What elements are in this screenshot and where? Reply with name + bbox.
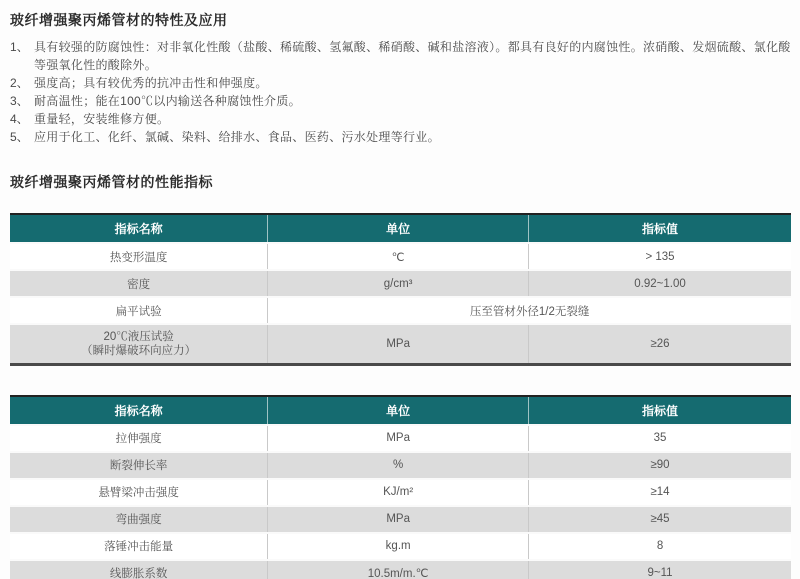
list-item-number: 2、 <box>10 76 29 90</box>
table-row <box>10 506 791 533</box>
indicator-name-cell: 密度 <box>10 270 268 297</box>
feature-list <box>10 38 791 146</box>
column-header-unit: 单位 <box>268 214 529 243</box>
list-item-text: 重量轻，安装维修方便。 <box>34 112 170 126</box>
value-cell: 35 <box>529 425 791 452</box>
value-cell: 9~11 <box>529 560 791 579</box>
unit-cell: kg.m <box>268 533 529 560</box>
list-item <box>10 38 791 74</box>
value-cell: 0.92~1.00 <box>529 270 791 297</box>
value-cell: ≥14 <box>529 479 791 506</box>
indicator-name-line1: 20℃液压试验 <box>103 330 174 343</box>
indicator-name-cell: 线膨胀系数 <box>10 560 268 579</box>
list-item-number: 5、 <box>10 130 29 144</box>
indicator-name-cell <box>10 324 268 364</box>
list-item-number: 4、 <box>10 112 29 126</box>
value-cell: > 135 <box>529 243 791 270</box>
unit-cell: g/cm³ <box>268 270 529 297</box>
table-row <box>10 452 791 479</box>
section1-title: 玻纤增强聚丙烯管材的特性及应用 <box>10 12 228 28</box>
performance-table-1 <box>10 213 791 366</box>
table-header-row <box>10 396 791 425</box>
unit-cell: MPa <box>268 324 529 364</box>
table-row <box>10 324 791 364</box>
list-item <box>10 128 791 146</box>
column-header-indicator-name: 指标名称 <box>10 214 268 243</box>
list-item-text: 耐高温性；能在100℃以内输送各种腐蚀性介质。 <box>34 94 301 108</box>
indicator-name-cell: 扁平试验 <box>10 297 268 324</box>
unit-cell: MPa <box>268 425 529 452</box>
unit-cell: 10.5m/m.℃ <box>268 560 529 579</box>
column-header-indicator-name: 指标名称 <box>10 396 268 425</box>
value-cell: ≥45 <box>529 506 791 533</box>
table-row <box>10 243 791 270</box>
list-item <box>10 74 791 92</box>
indicator-name-cell: 拉伸强度 <box>10 425 268 452</box>
column-header-indicator-value: 指标值 <box>529 214 791 243</box>
performance-table-2 <box>10 395 791 579</box>
unit-cell: KJ/m² <box>268 479 529 506</box>
table-row <box>10 270 791 297</box>
column-header-indicator-value: 指标值 <box>529 396 791 425</box>
list-item-number: 1、 <box>10 40 29 54</box>
value-cell: ≥90 <box>529 452 791 479</box>
indicator-name-line2: （瞬时爆破环向应力） <box>81 344 197 357</box>
indicator-name-cell: 热变形温度 <box>10 243 268 270</box>
list-item-text: 应用于化工、化纤、氯碱、染料、给排水、食品、医药、污水处理等行业。 <box>34 130 440 144</box>
section2-title: 玻纤增强聚丙烯管材的性能指标 <box>10 174 213 190</box>
table-row <box>10 425 791 452</box>
indicator-name-cell: 弯曲强度 <box>10 506 268 533</box>
table-row <box>10 297 791 324</box>
indicator-name-cell: 落锤冲击能量 <box>10 533 268 560</box>
list-item-text: 具有较强的防腐蚀性：对非氧化性酸（盐酸、稀硫酸、氢氟酸、稀硝酸、碱和盐溶液）。都具有良好的内腐蚀性。浓硝酸、发烟硫酸、氯化酸等强氧化性的酸除外。 <box>34 40 791 72</box>
unit-cell: MPa <box>268 506 529 533</box>
table-row <box>10 533 791 560</box>
indicator-name-cell: 悬臂梁冲击强度 <box>10 479 268 506</box>
table-header-row <box>10 214 791 243</box>
list-item-number: 3、 <box>10 94 29 108</box>
value-cell: 8 <box>529 533 791 560</box>
list-item <box>10 110 791 128</box>
column-header-unit: 单位 <box>268 396 529 425</box>
table-row <box>10 479 791 506</box>
table-row <box>10 560 791 579</box>
merged-value-cell: 压至管材外径1/2无裂缝 <box>268 297 791 324</box>
list-item-text: 强度高；具有较优秀的抗冲击性和伸强度。 <box>34 76 268 90</box>
unit-cell: ℃ <box>268 243 529 270</box>
list-item <box>10 92 791 110</box>
unit-cell: % <box>268 452 529 479</box>
value-cell: ≥26 <box>529 324 791 364</box>
indicator-name-cell: 断裂伸长率 <box>10 452 268 479</box>
